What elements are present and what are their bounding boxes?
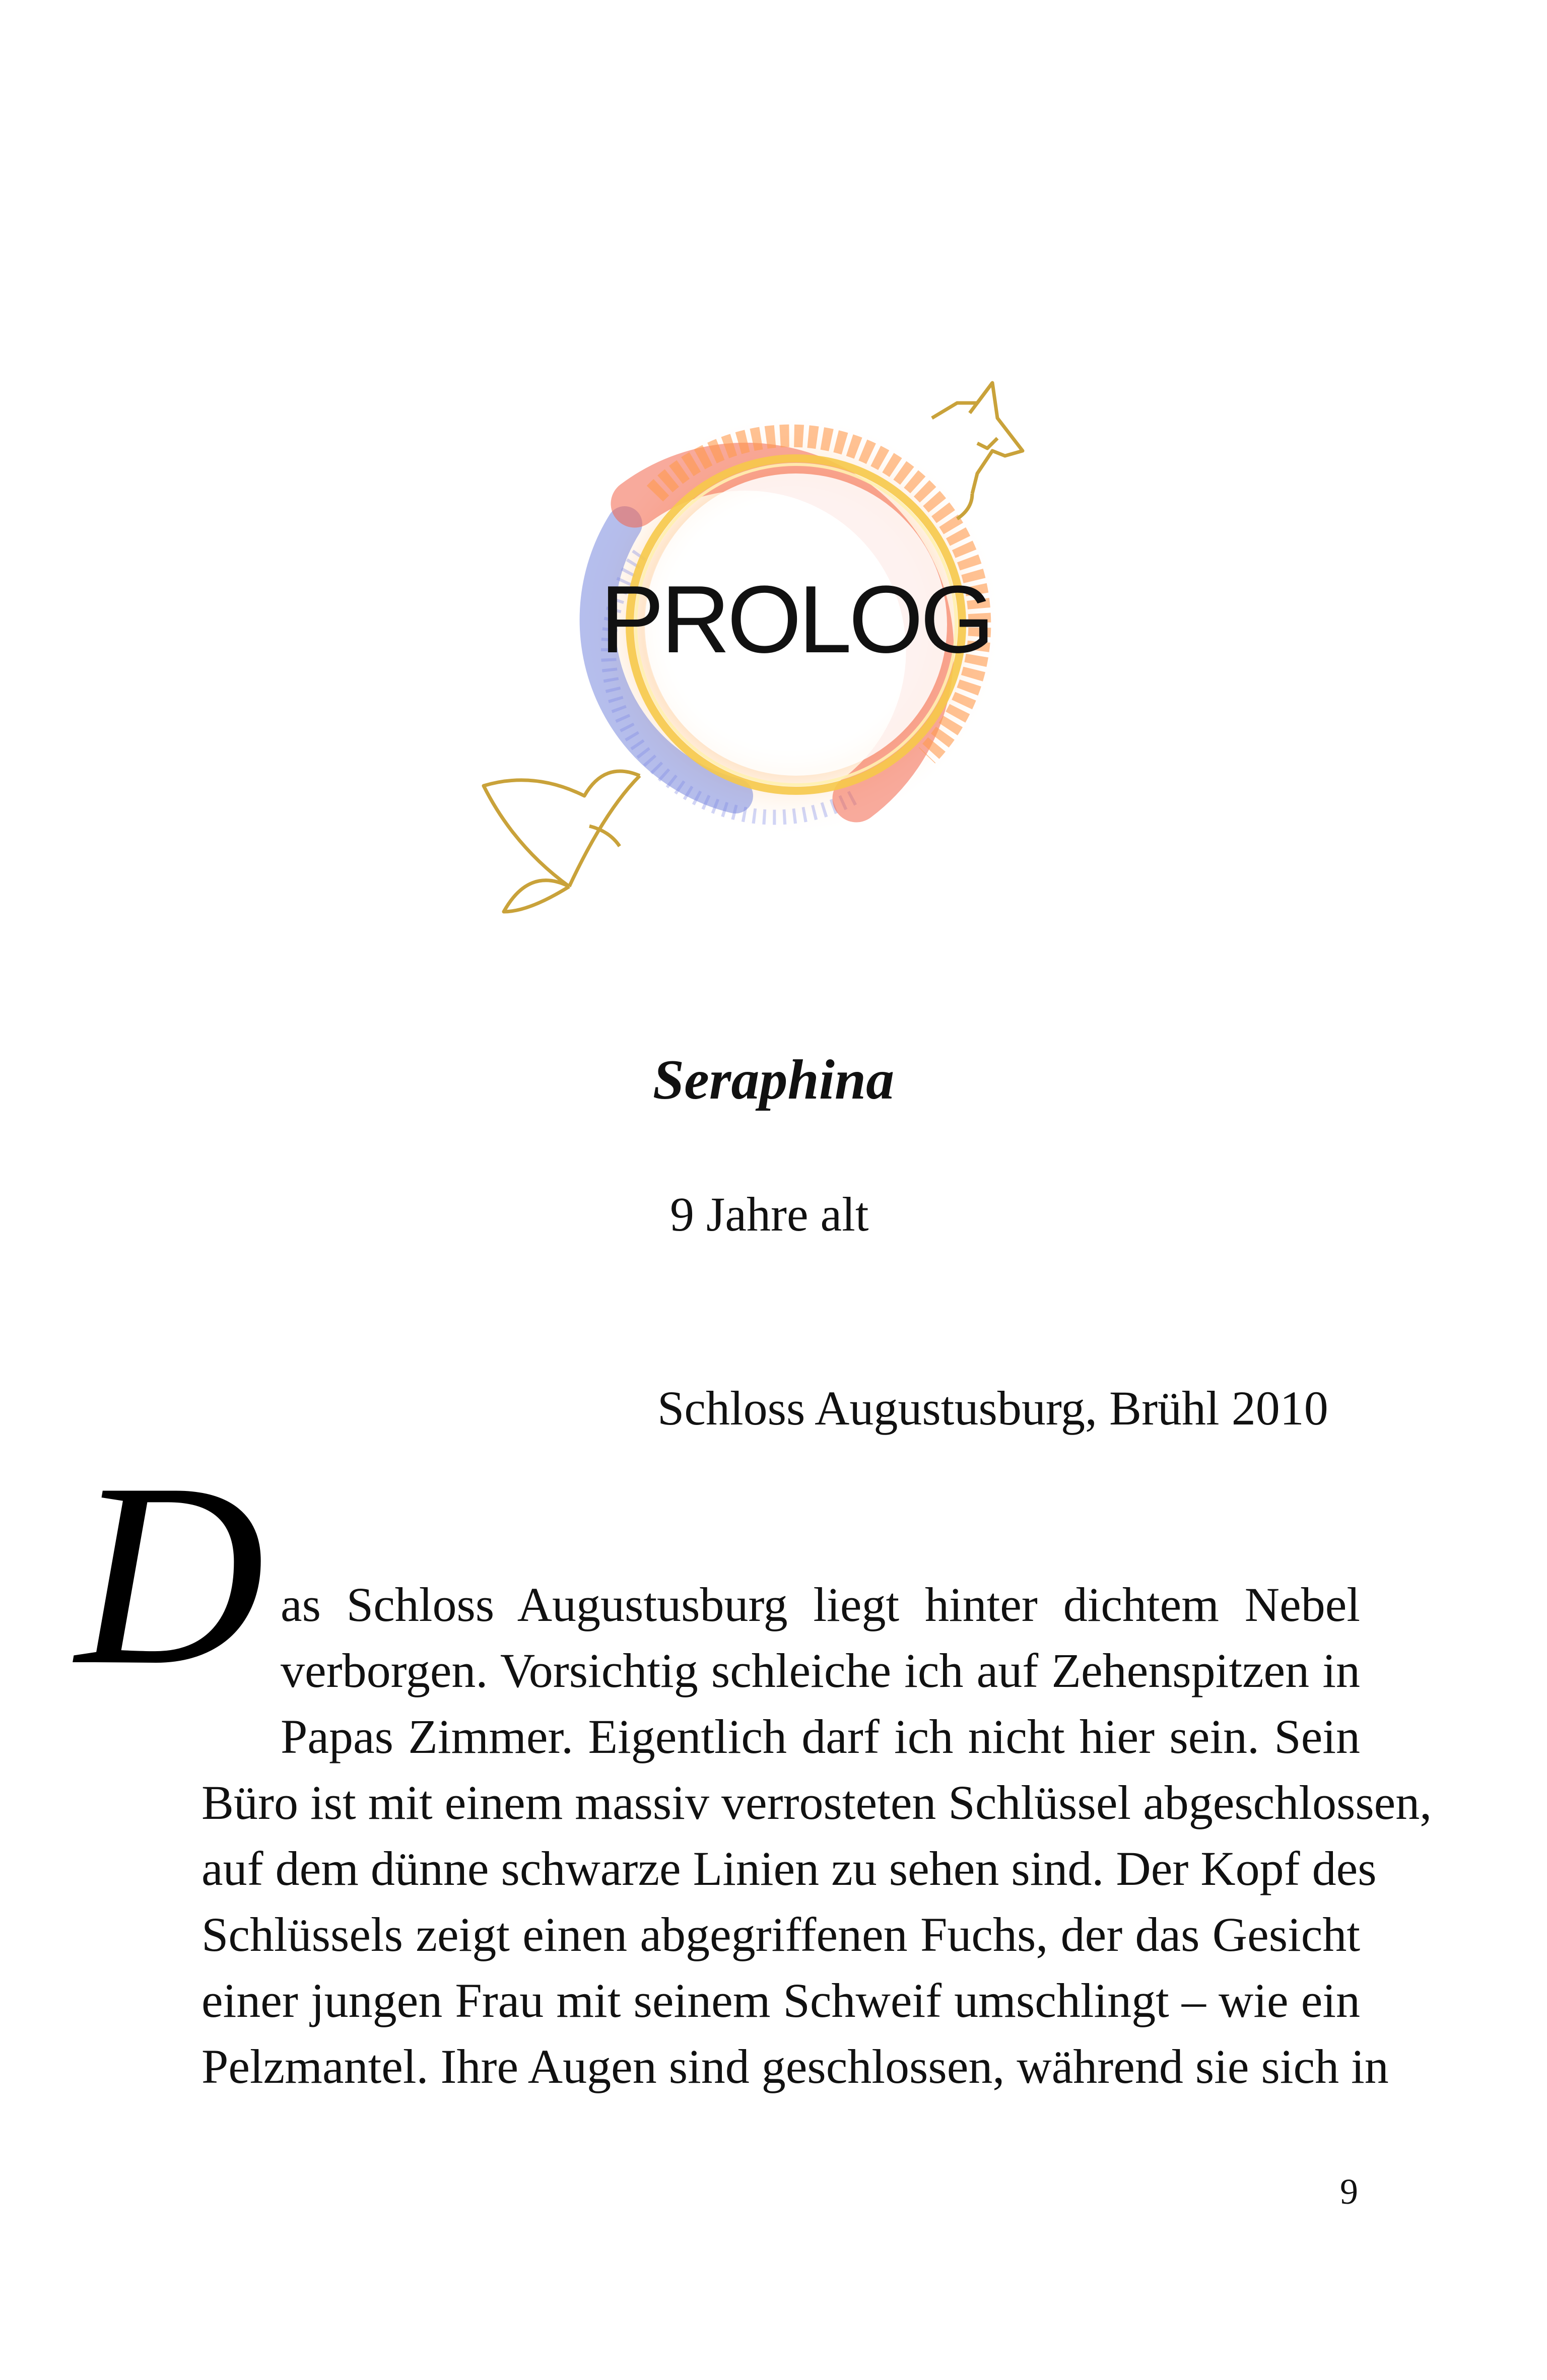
body-text [201,1572,1432,2099]
body-line: Schlüssels zeigt einen abgegriffenen Fuchs, der das Gesicht [201,1908,1360,1961]
emblem-title: PROLOG [600,566,992,673]
body-line: Papas Zimmer. Eigentlich darf ich nicht hier sein. Sein [281,1710,1360,1763]
chapter-place: Schloss Augustusburg, Brühl 2010 [657,1381,1328,1435]
body-line: einer jungen Frau mit seinem Schweif umschlingt – wie ein [201,1974,1360,2027]
chapter-age: 9 Jahre alt [670,1187,869,1241]
body-line: as Schloss Augustusburg liegt hinter dichtem Nebel [281,1578,1360,1631]
drop-cap-letter: D [76,1451,265,1719]
body-line: Pelzmantel. Ihre Augen sind geschlossen, während sie sich in [201,2039,1389,2093]
body-line: verborgen. Vorsichtig schleiche ich auf Zehenspitzen in [281,1644,1360,1697]
chapter-pov-name: Seraphina [652,1049,895,1111]
page-number: 9 [1340,2171,1358,2212]
body-line: Büro ist mit einem massiv verrosteten Schlüssel abgeschlossen, [201,1776,1432,1829]
prolog-emblem [474,343,1108,937]
body-line: auf dem dünne schwarze Linien zu sehen sind. Der Kopf des [201,1842,1377,1895]
mermaid-tail-icon [484,771,640,912]
